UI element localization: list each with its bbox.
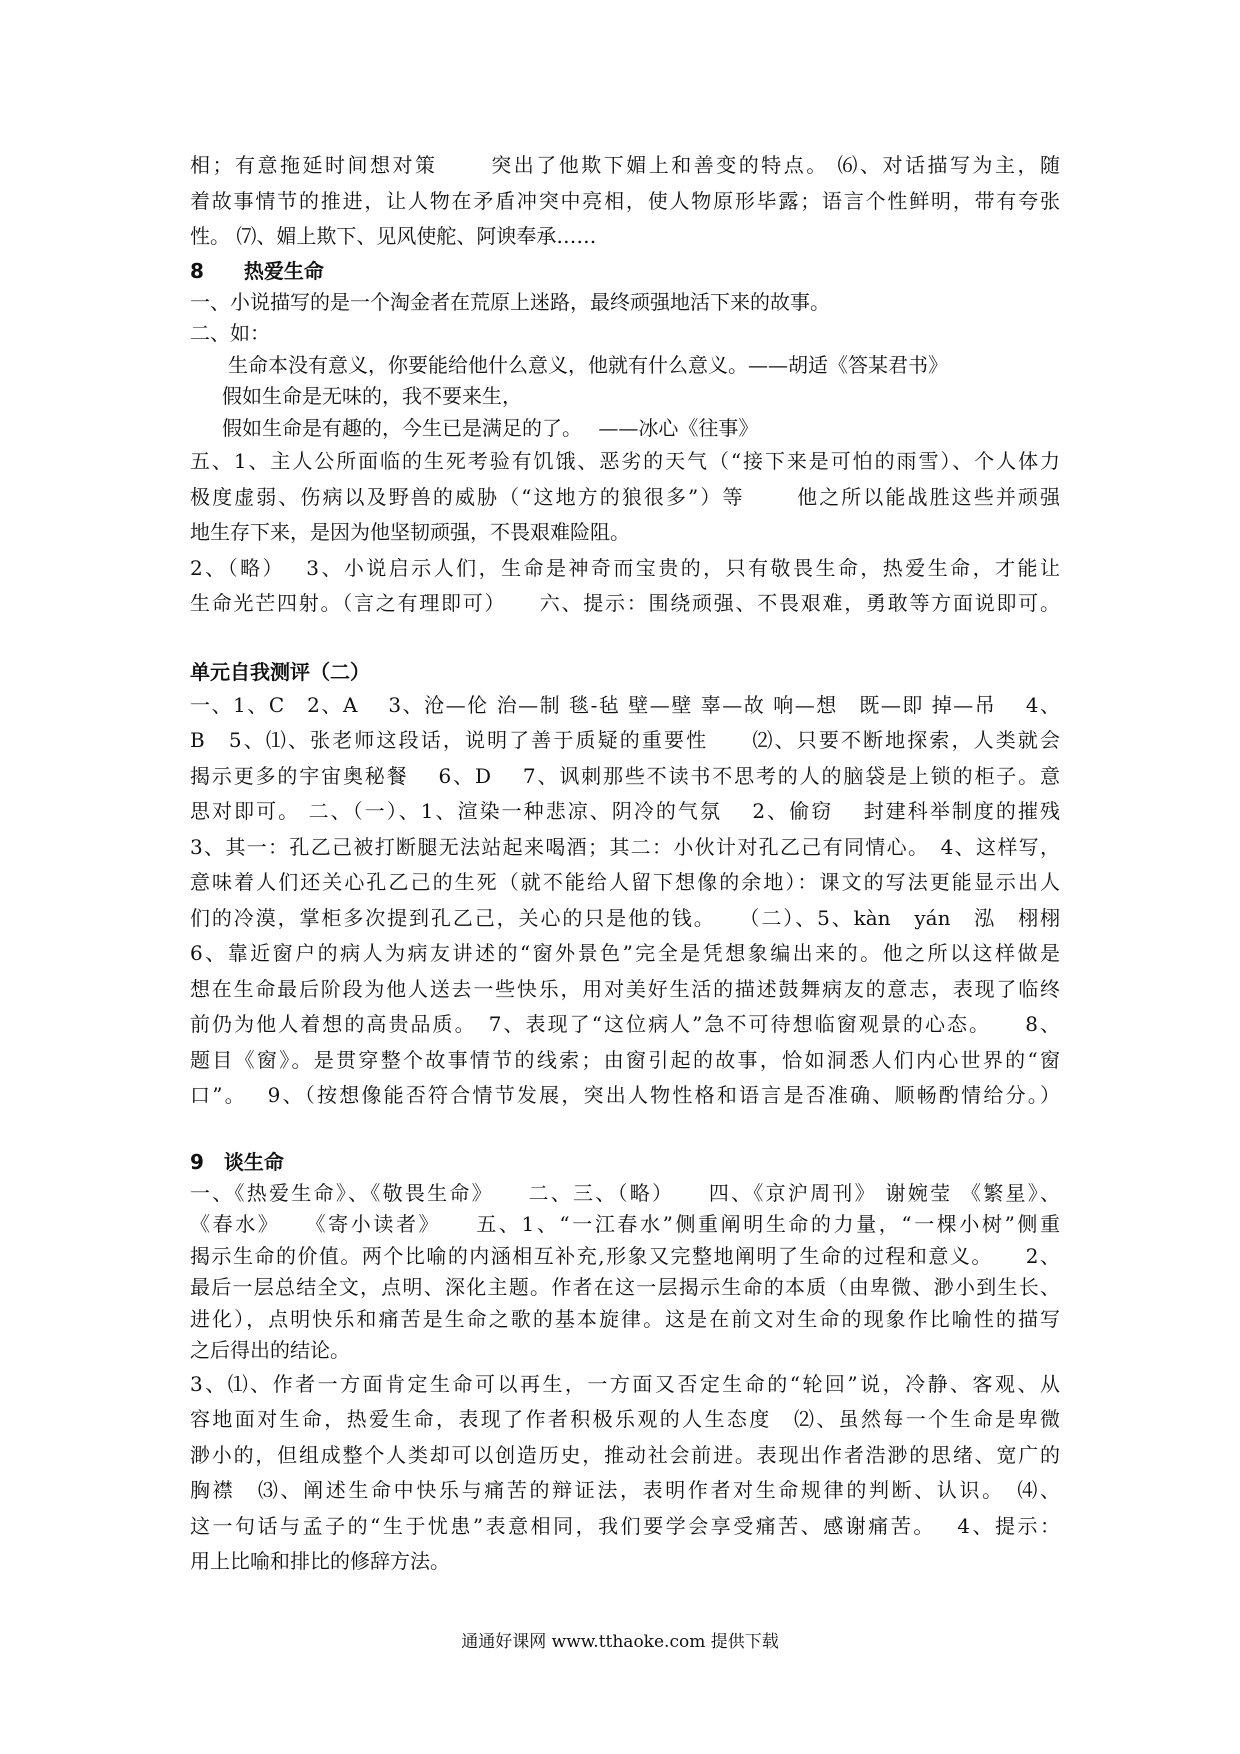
text-line: 思对即可。 二、（一）、1、渲染一种悲凉、阴冷的气氛 2、偷窃 封建科举制度的摧残 (190, 799, 1060, 823)
unit-test-body (190, 688, 1060, 1114)
text-line: 想在生命最后阶段为他人送去一些快乐，用对美好生活的描述鼓舞病友的意志，表现了临终 (190, 976, 1060, 1001)
section-9-body (190, 1178, 1060, 1580)
text-line: 一、1、C 2、A 3、沧—伦 治—制 毯-毡 壁—壁 辜—故 响—想 既—即 掉—吊 4、 (190, 692, 1060, 717)
text-line: 揭示生命的价值。两个比喻的内涵相互补充,形象又完整地阐明了生命的过程和意义。 2、 (190, 1243, 1060, 1268)
quote-line: 假如生命是有趣的，今生已是满足的了。 ——冰心《往事》 (222, 415, 759, 440)
text-line: 着故事情节的推进，让人物在矛盾冲突中亮相，使人物原形毕露；语言个性鲜明，带有夸张 (190, 188, 1060, 213)
text-line: 这一句话与孟子的“生于忧患”表意相同，我们要学会享受痛苦、感谢痛苦。 4、提示： (190, 1513, 1060, 1538)
text-line: 3、其一：孔乙己被打断腿无法站起来喝酒；其二：小伙计对孔乙己有同情心。 4、这样写， (190, 834, 1060, 859)
text-line: 性。 ⑺、媚上欺下、见风使舵、阿谀奉承…… (190, 224, 597, 248)
text-line: 五、1、主人公所面临的生死考验有饥饿、恶劣的天气（“接下来是可怕的雨雪）、个人体力 (190, 449, 1060, 473)
text-line: 6、靠近窗户的病人为病友讲述的“窗外景色”完全是凭想象编出来的。他之所以这样做是 (190, 941, 1060, 965)
text-line: 用上比喻和排比的修辞方法。 (190, 1549, 450, 1573)
text-line: 题目《窗》。是贯穿整个故事情节的线索；由窗引起的故事，恰如洞悉人们内心世界的“窗 (190, 1047, 1060, 1072)
text-line: 最后一层总结全文，点明、深化主题。作者在这一层揭示生命的本质（由卑微、渺小到生长、 (190, 1275, 1060, 1299)
text-line: 生命光芒四射。（言之有理即可） 六、提示：围绕顽强、不畏艰难，勇敢等方面说即可。 (190, 591, 1060, 615)
text-line: 二、如： (190, 321, 270, 345)
spacer (190, 1114, 1060, 1146)
text-line: 2、（略） 3、小说启示人们，生命是神奇而宝贵的，只有敬畏生命，热爱生命，才能让 (190, 555, 1060, 580)
text-line: 之后得出的结论。 (190, 1338, 350, 1362)
text-line: 容地面对生命，热爱生命，表现了作者积极乐观的人生态度 ⑵、虽然每一个生命是卑微 (190, 1407, 1060, 1431)
section-heading-8: 8 热爱生命 (190, 258, 324, 283)
text-line: 们的冷漠，掌柜多次提到孔乙己，关心的只是他的钱。 （二）、5、kàn yán 泓 栩栩 (190, 905, 1060, 930)
text-line: 极度虚弱、伤病以及野兽的威胁（“这地方的狼很多”）等 他之所以能战胜这些并顽强 (190, 484, 1060, 509)
document-page (190, 148, 1060, 1580)
unit-test-heading: 单元自我测评（二） (190, 659, 370, 684)
quote-line: 假如生命是无味的，我不要来生， (222, 384, 522, 408)
page-footer: 通通好课网 www.tthaoke.com 提供下载 (461, 1632, 779, 1652)
text-line: 渺小的，但组成整个人类却可以创造历史，推动社会前进。表现出作者浩渺的思绪、宽广的 (190, 1442, 1060, 1467)
text-line: 一、《热爱生命》、《敬畏生命》 二、三、（略） 四、《京沪周刊》 谢婉莹 《繁星》、 (190, 1180, 1060, 1205)
text-line: 《春水》 《寄小读者》 五、1、“一江春水”侧重阐明生命的力量，“一棵小树”侧重 (190, 1212, 1060, 1236)
quote-line: 生命本没有意义，你要能给他什么意义，他就有什么意义。——胡适《答某君书》 (228, 352, 948, 377)
text-line: 胸襟 ⑶、阐述生命中快乐与痛苦的辩证法，表明作者对生命规律的判断、认识。 ⑷、 (190, 1478, 1060, 1502)
text-line: 前仍为他人着想的高贵品质。 7、表现了“这位病人”急不可待想临窗观景的心态。 8、 (190, 1012, 1060, 1036)
text-line: 相；有意拖延时间想对策 突出了他欺下媚上和善变的特点。 ⑹、对话描写为主，随 (190, 153, 1060, 177)
text-line: 揭示更多的宇宙奥秘餐 6、D 7、讽刺那些不读书不思考的人的脑袋是上锁的柜子。意 (190, 763, 1060, 788)
text-line: 3、⑴、作者一方面肯定生命可以再生，一方面又否定生命的“轮回”说，冷静、客观、从 (190, 1371, 1060, 1396)
text-line: 意味着人们还关心孔乙己的生死（就不能给人留下想像的余地）：课文的写法更能显示出人 (190, 870, 1060, 894)
text-line: 一、小说描写的是一个淘金者在荒原上迷路，最终顽强地活下来的故事。 (190, 289, 830, 314)
text-line: 地生存下来，是因为他坚韧顽强，不畏艰难险阻。 (190, 520, 630, 544)
text-line: 口”。 9、（按想像能否符合情节发展，突出人物性格和语言是否准确、顺畅酌情给分。） (190, 1083, 1060, 1107)
spacer (190, 622, 1060, 656)
section-heading-9: 9 谈生命 (190, 1149, 284, 1174)
top-block (190, 148, 1060, 255)
text-line: 进化），点明快乐和痛苦是生命之歌的基本旋律。这是在前文对生命的现象作比喻性的描写 (190, 1306, 1060, 1331)
text-line: B 5、⑴、张老师这段话，说明了善于质疑的重要性 ⑵、只要不断地探索，人类就会 (190, 728, 1060, 752)
